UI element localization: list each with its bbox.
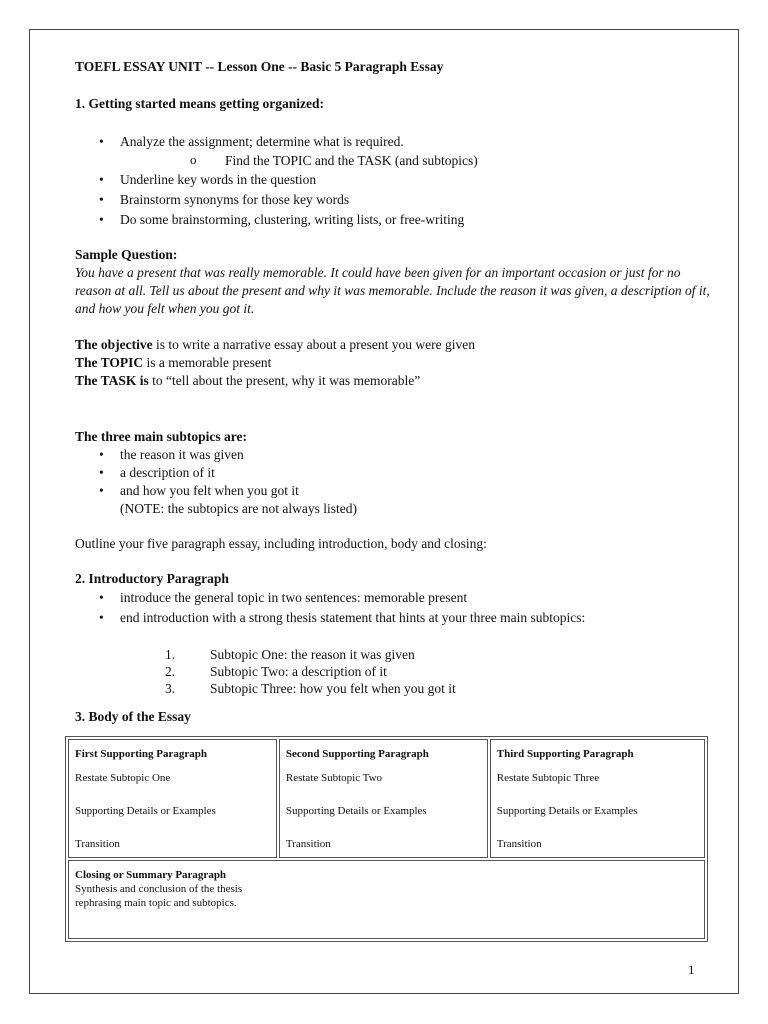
transition-text: Transition [496, 838, 542, 850]
closing-line: rephrasing main topic and subtopics. [75, 897, 237, 909]
table-row [68, 739, 705, 858]
closing-heading: Closing or Summary Paragraph [75, 869, 227, 881]
restate-text: Restate Subtopic One [75, 772, 171, 784]
list-item: • Underline key words in the question [75, 170, 715, 190]
list-item: • Analyze the assignment; determine what is required. o Find the TOPIC and the TASK (and subtopics) [75, 132, 715, 170]
table-row [68, 860, 705, 939]
list-item: • a description of it [75, 464, 715, 482]
column-heading: Second Supporting Paragraph [285, 748, 429, 760]
list-item: • and how you felt when you got it [75, 482, 715, 500]
objective-line: The objective is to write a narrative essay about a present you were given [75, 337, 475, 352]
closing-line: Synthesis and conclusion of the thesis [75, 883, 243, 895]
topic-line: The TOPIC is a memorable present [75, 355, 272, 370]
list-item: • introduce the general topic in two sentences: memorable present [75, 588, 715, 608]
details-text: Supporting Details or Examples [75, 805, 216, 817]
list-item: 2. Subtopic Two: a description of it [165, 664, 387, 679]
column-heading: Third Supporting Paragraph [496, 748, 634, 760]
table-cell [279, 739, 488, 858]
section-2-bullets [75, 588, 715, 628]
document-body [75, 58, 715, 726]
subtopics-note: (NOTE: the subtopics are not always listed) [120, 501, 357, 516]
list-item: o Find the TOPIC and the TASK (and subtopics) [120, 152, 715, 170]
restate-text: Restate Subtopic Two [285, 772, 383, 784]
restate-text: Restate Subtopic Three [496, 772, 600, 784]
section-1-heading: 1. Getting started means getting organized: [75, 96, 324, 111]
page-number: 1 [688, 962, 695, 977]
table-cell [68, 739, 277, 858]
list-item: • Do some brainstorming, clustering, writing lists, or free-writing [75, 210, 715, 230]
details-text: Supporting Details or Examples [285, 805, 427, 817]
section-3-heading: 3. Body of the Essay [75, 709, 191, 724]
sub-list [120, 152, 715, 170]
details-text: Supporting Details or Examples [496, 805, 638, 817]
list-item: • the reason it was given [75, 446, 715, 464]
table-cell [490, 739, 705, 858]
column-heading: First Supporting Paragraph [75, 748, 208, 760]
task-line: The TASK is to “tell about the present, why it was memorable” [75, 373, 421, 388]
section-1-bullets [75, 132, 715, 230]
list-item: 3. Subtopic Three: how you felt when you got it [165, 681, 456, 696]
list-item: • Brainstorm synonyms for those key words [75, 190, 715, 210]
sample-question-heading: Sample Question: [75, 247, 178, 262]
subtopic-numbered-list [75, 646, 715, 697]
list-item: • end introduction with a strong thesis statement that hints at your three main subtopics: [75, 608, 715, 628]
transition-text: Transition [285, 838, 331, 850]
closing-cell [68, 860, 705, 939]
transition-text: Transition [75, 838, 120, 850]
objective-block [75, 336, 715, 390]
list-item: 1. Subtopic One: the reason it was given [165, 647, 415, 662]
document-title: TOEFL ESSAY UNIT -- Lesson One -- Basic 5 Paragraph Essay [75, 59, 444, 74]
subtopics-heading: The three main subtopics are: [75, 429, 247, 444]
essay-body-table [65, 736, 708, 942]
outline-instruction: Outline your five paragraph essay, including introduction, body and closing: [75, 536, 487, 551]
sample-question-text: You have a present that was really memorable. It could have been given for an important occasion or just for no reason at all. Tell us about the present and why it was memorable. Include the reason it was given, a description of it, and how you felt when you got it. [75, 265, 710, 316]
section-2-heading: 2. Introductory Paragraph [75, 571, 229, 586]
sample-question [75, 246, 715, 318]
subtopics-list [75, 446, 715, 500]
